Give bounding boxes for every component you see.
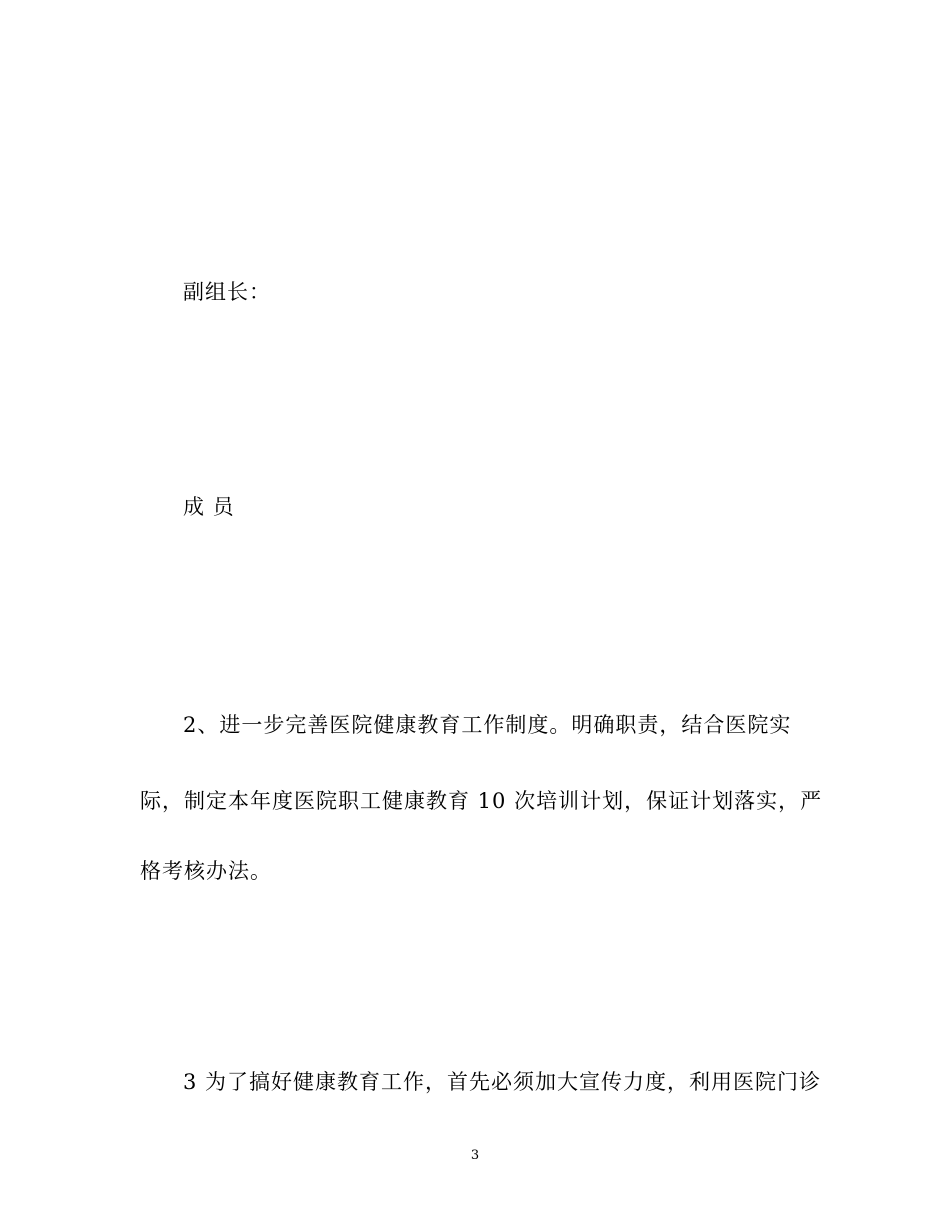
paragraph-3-line-1: 3 为了搞好健康教育工作，首先必须加大宣传力度，利用医院门诊 — [183, 1070, 822, 1094]
paragraph-2-line-1: 2、进一步完善医院健康教育工作制度。明确职责，结合医院实 — [183, 713, 792, 737]
members-label: 成 员 — [183, 495, 235, 519]
paragraph-2-line-3: 格考核办法。 — [140, 859, 272, 883]
vice-leader-label: 副组长： — [183, 280, 271, 304]
paragraph-2-line-2: 际，制定本年度医院职工健康教育 10 次培训计划，保证计划落实，严 — [140, 789, 823, 813]
page-number: 3 — [470, 1148, 480, 1163]
